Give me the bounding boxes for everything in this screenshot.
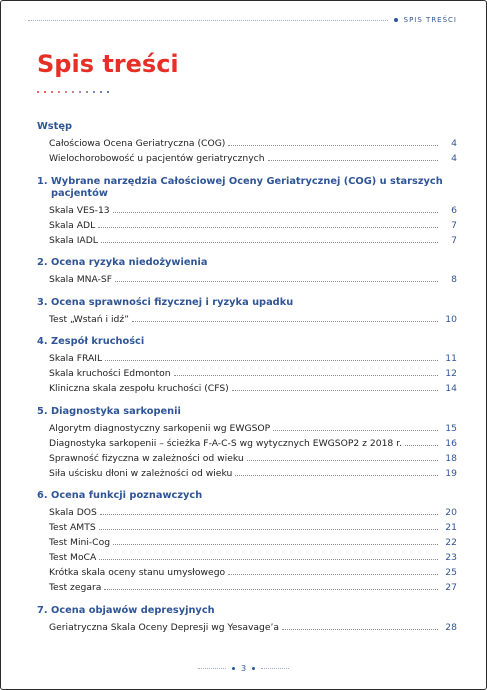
toc-entry[interactable]: [37, 580, 457, 595]
divider-dot: [86, 91, 88, 93]
toc-entry[interactable]: [37, 366, 457, 381]
divider-dot: [72, 91, 74, 93]
dot-leader: [98, 227, 438, 228]
dot-leader: [282, 629, 438, 630]
section-title: Wstęp: [37, 121, 72, 132]
header-dot: [394, 18, 398, 22]
toc-entry[interactable]: [37, 436, 457, 451]
entry-page-number: 4: [451, 153, 457, 164]
entry-label: Kliniczna skala zespołu kruchości (CFS): [49, 383, 229, 394]
entry-label: Test MoCA: [49, 552, 97, 563]
toc-section: [37, 605, 457, 635]
entry-label: Krótka skala oceny stanu umysłowego: [49, 567, 226, 578]
section-title: Wybrane narzędzia Całościowej Oceny Geriatrycznej (COG) u starszych pacjentów: [51, 175, 443, 199]
section-number: 5.: [37, 405, 48, 417]
page-title: Spis treści: [37, 50, 179, 78]
toc-entry[interactable]: [37, 620, 457, 635]
section-number: 1.: [37, 175, 48, 187]
toc-entry[interactable]: [37, 535, 457, 550]
entry-label: Skala MNA-SF: [49, 274, 113, 285]
entry-label: Skala kruchości Edmonton: [49, 368, 171, 379]
entry-page-number: 7: [451, 234, 457, 246]
toc-entry[interactable]: [37, 520, 457, 535]
dot-leader: [228, 574, 438, 575]
entry-page-number: 8: [451, 274, 457, 285]
title-dot-divider: [37, 91, 109, 93]
dot-leader: [105, 360, 438, 361]
section-number: 3.: [37, 296, 48, 308]
footer-rule-right: [261, 668, 289, 669]
header-rule: [28, 20, 388, 21]
toc-entry[interactable]: [37, 505, 457, 520]
entry-page-number: 23: [445, 552, 457, 563]
entry-page-number: 14: [445, 383, 457, 394]
toc-entry[interactable]: [37, 451, 457, 466]
page-footer: [0, 664, 487, 673]
running-title: SPIS TREŚCI: [403, 16, 457, 24]
toc-entry[interactable]: [37, 218, 457, 233]
dot-leader: [235, 475, 438, 476]
toc-section: [37, 176, 457, 248]
entry-page-number: 6: [451, 204, 457, 216]
section-title: Ocena funkcji poznawczych: [51, 490, 203, 501]
dot-leader: [268, 160, 438, 161]
toc-entry[interactable]: [37, 421, 457, 436]
section-title: Ocena ryzyka niedożywienia: [51, 257, 208, 268]
toc-entry[interactable]: [37, 151, 457, 166]
entry-page-number: 18: [445, 452, 457, 464]
section-heading[interactable]: [37, 406, 457, 418]
entry-page-number: 15: [445, 422, 457, 434]
running-header: [28, 16, 457, 24]
footer-rule-left: [198, 668, 226, 669]
entry-label: Test „Wstań i idź”: [49, 313, 129, 325]
toc-section: [37, 490, 457, 595]
entry-label: Skala FRAIL: [49, 353, 103, 364]
section-heading[interactable]: [37, 176, 457, 200]
toc-entry[interactable]: [37, 233, 457, 248]
toc-entry[interactable]: [37, 466, 457, 481]
entry-page-number: 11: [445, 353, 457, 364]
section-title: Ocena sprawności fizycznej i ryzyka upadku: [51, 296, 294, 308]
entry-page-number: 25: [445, 567, 457, 578]
dot-leader: [405, 445, 438, 446]
entry-label: Skala DOS: [49, 507, 97, 518]
section-number: 4.: [37, 336, 48, 347]
entry-label: Siła uścisku dłoni w zależności od wieku: [49, 467, 233, 479]
dot-leader: [247, 460, 438, 461]
entry-label: Test Mini-Cog: [49, 537, 111, 548]
entry-label: Wielochorobowość u pacjentów geriatrycznych: [49, 153, 265, 164]
section-heading[interactable]: [37, 336, 457, 348]
entry-label: Skala VES-13: [49, 204, 110, 216]
toc-entry[interactable]: [37, 351, 457, 366]
toc-entry[interactable]: [37, 203, 457, 218]
entry-label: Algorytm diagnostyczny sarkopenii wg EWGSOP: [49, 422, 271, 434]
divider-dot: [37, 91, 39, 93]
section-title: Diagnostyka sarkopenii: [51, 405, 181, 417]
entry-label: Całościowa Ocena Geriatryczna (COG): [49, 138, 226, 149]
toc-entry[interactable]: [37, 565, 457, 580]
dot-leader: [132, 321, 438, 322]
section-title: Ocena objawów depresyjnych: [51, 604, 215, 616]
dot-leader: [228, 145, 438, 146]
entry-page-number: 22: [445, 537, 457, 548]
divider-dot: [51, 91, 53, 93]
toc-section: [37, 406, 457, 481]
dot-leader: [273, 430, 438, 431]
divider-dot: [100, 91, 102, 93]
entry-page-number: 28: [445, 621, 457, 633]
divider-dot: [107, 91, 109, 93]
entry-page-number: 19: [445, 467, 457, 479]
dot-leader: [104, 589, 438, 590]
section-heading[interactable]: [37, 121, 457, 133]
entry-label: Test zegara: [49, 582, 102, 593]
entry-page-number: 4: [451, 138, 457, 149]
entry-page-number: 7: [451, 219, 457, 231]
section-number: 2.: [37, 257, 48, 268]
section-number: 7.: [37, 604, 48, 616]
section-heading[interactable]: [37, 257, 457, 269]
entry-page-number: 20: [445, 507, 457, 518]
dot-leader: [100, 514, 438, 515]
toc-entry[interactable]: [37, 550, 457, 565]
section-heading[interactable]: [37, 490, 457, 502]
section-number: 6.: [37, 490, 48, 501]
toc-section: [37, 257, 457, 287]
divider-dot: [58, 91, 60, 93]
dot-leader: [174, 375, 438, 376]
toc-section: [37, 336, 457, 396]
section-heading[interactable]: [37, 297, 457, 309]
entry-label: Skala IADL: [49, 234, 98, 246]
divider-dot: [79, 91, 81, 93]
toc-entry[interactable]: [37, 272, 457, 287]
divider-dot: [93, 91, 95, 93]
entry-label: Test AMTS: [49, 522, 96, 533]
dot-leader: [99, 529, 438, 530]
entry-page-number: 27: [445, 582, 457, 593]
dot-leader: [232, 390, 438, 391]
entry-page-number: 10: [445, 313, 457, 325]
toc-section: [37, 297, 457, 327]
toc-entry[interactable]: [37, 312, 457, 327]
footer-dot-right: [252, 667, 255, 670]
entry-label: Sprawność fizyczna w zależności od wieku: [49, 452, 244, 464]
toc-section: [37, 121, 457, 166]
footer-dot-left: [232, 667, 235, 670]
dot-leader: [113, 544, 438, 545]
entry-page-number: 21: [445, 522, 457, 533]
toc-entry[interactable]: [37, 136, 457, 151]
page-number: 3: [240, 664, 247, 673]
section-heading[interactable]: [37, 605, 457, 617]
toc-entry[interactable]: [37, 381, 457, 396]
entry-label: Skala ADL: [49, 219, 96, 231]
entry-label: Diagnostyka sarkopenii – ścieżka F-A-C-S wg wytycznych EWGSOP2 z 2018 r.: [49, 437, 403, 449]
entry-label: Geriatryczna Skala Oceny Depresji wg Yesavage’a: [49, 621, 280, 633]
entry-page-number: 12: [445, 368, 457, 379]
entry-page-number: 16: [445, 437, 457, 449]
table-of-contents: [37, 121, 457, 644]
section-title: Zespół kruchości: [51, 336, 145, 347]
dot-leader: [101, 242, 438, 243]
divider-dot: [65, 91, 67, 93]
dot-leader: [99, 559, 438, 560]
dot-leader: [115, 281, 438, 282]
divider-dot: [44, 91, 46, 93]
dot-leader: [113, 212, 438, 213]
